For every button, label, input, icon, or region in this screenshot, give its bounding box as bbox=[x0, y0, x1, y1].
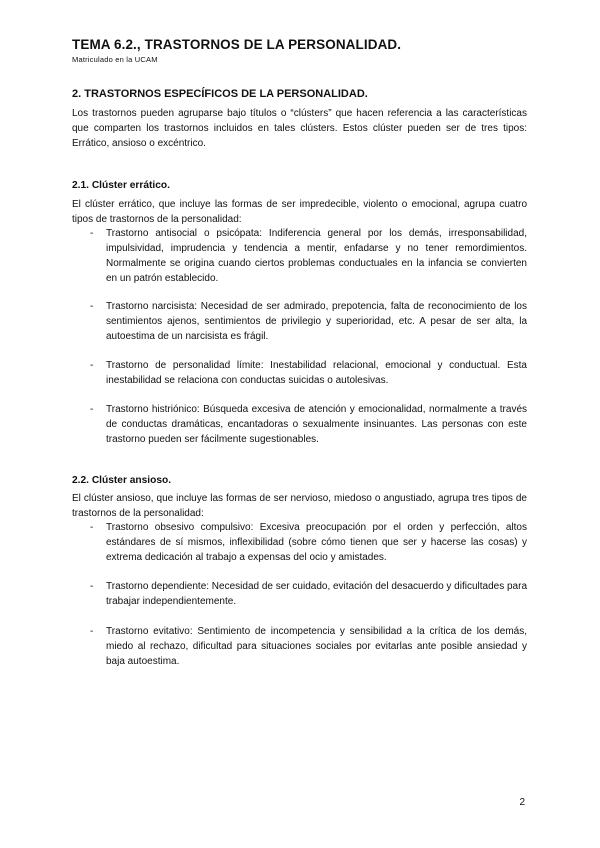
cluster-ansioso-list-2 bbox=[72, 579, 527, 609]
bullet-dash: - bbox=[90, 522, 94, 533]
list-item bbox=[72, 358, 527, 388]
list-item bbox=[72, 624, 527, 669]
bullet-dash: - bbox=[90, 626, 94, 637]
list-item-text: Trastorno evitativo: Sentimiento de incompetencia y sensibilidad a la crítica de los demás, miedo al rechazo, dificultad para situaciones sociales por evitarlas ante posible ansiedad y baja autoestima. bbox=[106, 626, 527, 667]
cluster-erratico-list-3 bbox=[72, 358, 527, 388]
bullet-dash: - bbox=[90, 581, 94, 592]
list-item bbox=[72, 579, 527, 609]
cluster-ansioso-title: 2.2. Clúster ansioso. bbox=[72, 475, 172, 486]
list-item-text: Trastorno obsesivo compulsivo: Excesiva preocupación por el orden y perfección, altos estándares de sí mismos, inflexibilidad (sobre cómo tienen que ser y hacerse las cosas) y extrema dedicación al trabajo a expensas del ocio y amistades. bbox=[106, 522, 527, 563]
cluster-ansioso-list-1 bbox=[72, 520, 527, 565]
bullet-dash: - bbox=[90, 404, 94, 415]
section-intro: Los trastornos pueden agruparse bajo títulos o “clústers” que hacen referencia a las características que comparten los trastornos incluidos en tales clústers. Estos clúster pueden ser de tres tipos: Errático, ansioso o excéntrico. bbox=[72, 108, 527, 149]
list-item bbox=[72, 226, 527, 286]
cluster-erratico-intro: El clúster errático, que incluye las formas de ser impredecible, violento o emocional, agrupa cuatro tipos de trastornos de la personalidad: bbox=[72, 199, 527, 225]
list-item bbox=[72, 402, 527, 447]
page-number: 2 bbox=[519, 797, 525, 808]
list-item-text: Trastorno de personalidad límite: Inestabilidad relacional, emocional y conductual. Esta inestabilidad se relaciona con conductas suicidas o autolesivas. bbox=[106, 360, 527, 386]
list-item bbox=[72, 299, 527, 344]
section-intro-block bbox=[72, 106, 527, 151]
cluster-erratico-intro-block bbox=[72, 197, 527, 227]
cluster-erratico-list-2 bbox=[72, 299, 527, 344]
list-item bbox=[72, 520, 527, 565]
cluster-ansioso-intro: El clúster ansioso, que incluye las formas de ser nervioso, miedoso o angustiado, agrupa tres tipos de trastornos de la personalidad: bbox=[72, 493, 527, 519]
document-subtitle: Matriculado en la UCAM bbox=[72, 55, 158, 64]
cluster-ansioso-intro-block bbox=[72, 491, 527, 521]
cluster-erratico-list-4 bbox=[72, 402, 527, 447]
cluster-erratico-title: 2.1. Clúster errático. bbox=[72, 180, 170, 191]
cluster-erratico-list-1 bbox=[72, 226, 527, 286]
list-item-text: Trastorno narcisista: Necesidad de ser admirado, prepotencia, falta de reconocimiento de los sentimientos ajenos, sentimientos de privilegio y superioridad, etc. A pesar de ser alta, la autoestima de un narcisista es frágil. bbox=[106, 301, 527, 342]
list-item-text: Trastorno histriónico: Búsqueda excesiva de atención y emocionalidad, normalmente a través de conductas dramáticas, encantadoras o sexualmente insinuantes. Las personas con este trastorno pueden ser fácilmente sugestionables. bbox=[106, 404, 527, 445]
section-title: 2. TRASTORNOS ESPECÍFICOS DE LA PERSONALIDAD. bbox=[72, 88, 368, 100]
bullet-dash: - bbox=[90, 360, 94, 371]
list-item-text: Trastorno antisocial o psicópata: Indiferencia general por los demás, irresponsabilidad, impulsividad, imprudencia y tendencia a mentir, enfadarse y no tener remordimientos. Normalmente se origina cuando ciertos problemas conductuales en la infancia se convierten en un patrón establecido. bbox=[106, 228, 527, 284]
list-item-text: Trastorno dependiente: Necesidad de ser cuidado, evitación del desacuerdo y dificultades para trabajar independientemente. bbox=[106, 581, 528, 607]
document-title: TEMA 6.2., TRASTORNOS DE LA PERSONALIDAD. bbox=[72, 37, 402, 52]
bullet-dash: - bbox=[90, 301, 94, 312]
cluster-ansioso-list-3 bbox=[72, 624, 527, 669]
bullet-dash: - bbox=[90, 228, 94, 239]
